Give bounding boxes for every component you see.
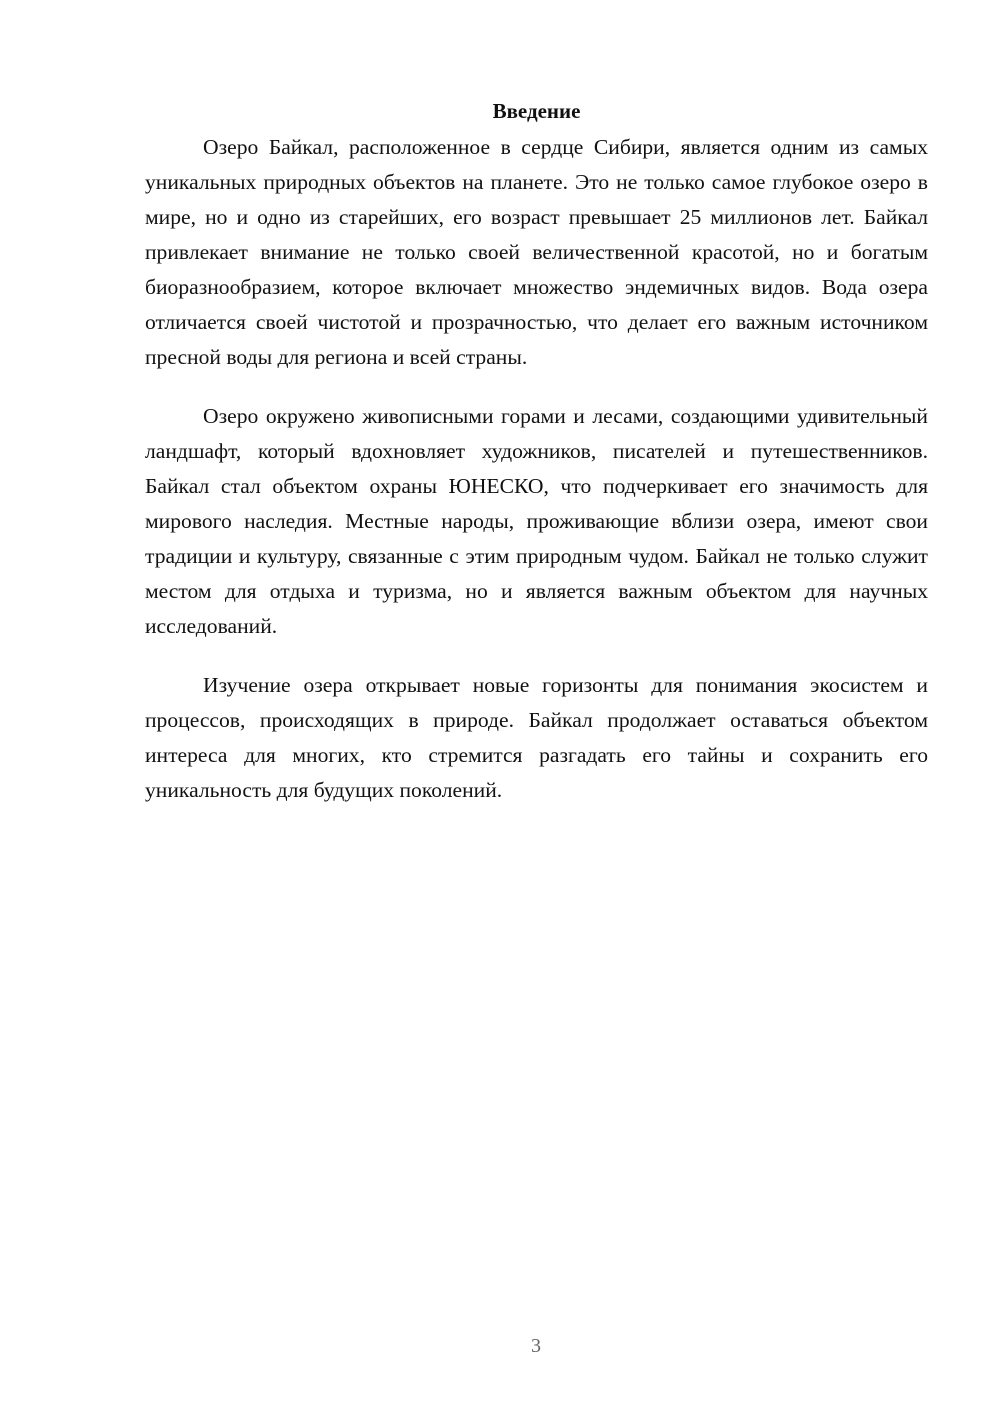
paragraph-2: Озеро окружено живописными горами и лесами, создающими удивительный ландшафт, который вдохновляет художников, писателей и путешественников. Байкал стал объектом охраны ЮНЕСКО, что подчеркивает его значимость для мирового наследия. Местные народы, проживающие вблизи озера, имеют свои традиции и культуру, связанные с этим природным чудом. Байкал не только служит местом для отдыха и туризма, но и является важным объектом для научных исследований. (145, 404, 928, 638)
section-title: Введение (492, 99, 581, 123)
page-number: 3 (531, 1335, 541, 1357)
paragraph-3: Изучение озера открывает новые горизонты для понимания экосистем и процессов, происходящих в природе. Байкал продолжает оставаться объектом интереса для многих, кто стремится разгадать его тайны и сохранить его уникальность для будущих поколений. (145, 673, 928, 802)
paragraph-1: Озеро Байкал, расположенное в сердце Сибири, является одним из самых уникальных природных объектов на планете. Это не только самое глубокое озеро в мире, но и одно из старейших, его возраст превышает 25 миллионов лет. Байкал привлекает внимание не только своей величественной красотой, но и богатым биоразнообразием, которое включает множество эндемичных видов. Вода озера отличается своей чистотой и прозрачностью, что делает его важным источником пресной воды для региона и всей страны. (145, 135, 928, 369)
page-content (145, 96, 928, 832)
